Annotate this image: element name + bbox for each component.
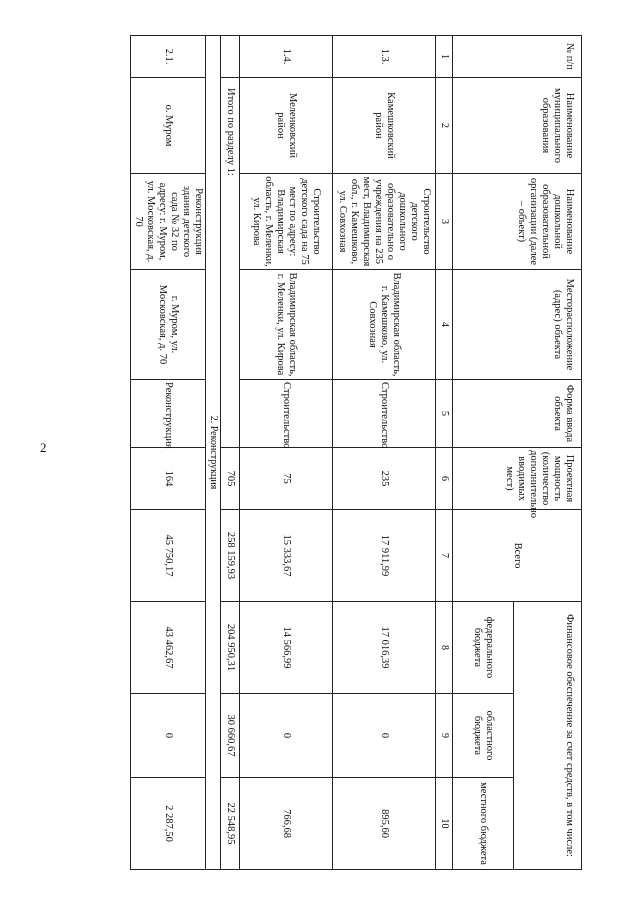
column-number-row bbox=[436, 36, 453, 870]
row-regional: 0 bbox=[333, 694, 436, 778]
row-municipality: Меленковский район bbox=[240, 78, 333, 174]
header-form: Форма ввода объекта bbox=[453, 380, 582, 448]
page-number: 2 bbox=[40, 440, 47, 455]
row-total: 15 333,67 bbox=[240, 510, 333, 602]
header-object: Наименование дошкольной образовательной организации (далее – объект) bbox=[453, 174, 582, 270]
row-object: Реконструкция здания детского сада № 32 по адресу: г. Муром, ул. Московская, д. 70 bbox=[130, 174, 205, 270]
row-regional: 0 bbox=[240, 694, 333, 778]
rotated-table-wrapper bbox=[132, 35, 582, 869]
total-label: Итого по разделу 1: bbox=[221, 78, 240, 448]
row-local: 2 287,50 bbox=[130, 778, 205, 870]
col-number: 8 bbox=[436, 602, 453, 694]
row-object: Строительство детского дошкольного образовательно о учреждения на 235 мест, Владимирская обл., г. Камешково, ул. Совхозная bbox=[333, 174, 436, 270]
table-row bbox=[130, 36, 205, 870]
col-number: 10 bbox=[436, 778, 453, 870]
row-form: Строительство bbox=[333, 380, 436, 448]
col-number: 9 bbox=[436, 694, 453, 778]
row-municipality: о. Муром bbox=[130, 78, 205, 174]
row-num: 1.3. bbox=[333, 36, 436, 78]
total-federal: 204 950,31 bbox=[221, 602, 240, 694]
header-regional: областного бюджета bbox=[453, 694, 514, 778]
header-address: Месторасположение (адрес) объекта bbox=[453, 270, 582, 380]
row-local: 895,60 bbox=[333, 778, 436, 870]
col-number: 3 bbox=[436, 174, 453, 270]
header-local: местного бюджета bbox=[453, 778, 514, 870]
row-federal: 17 016,39 bbox=[333, 602, 436, 694]
header-num: № п/п bbox=[453, 36, 582, 78]
col-number: 1 bbox=[436, 36, 453, 78]
header-federal: федерального бюджета bbox=[453, 602, 514, 694]
header-capacity: Проектная мощность (количество дополнительно вводимых мест) bbox=[453, 448, 582, 510]
total-sum: 258 159,93 bbox=[221, 510, 240, 602]
total-row bbox=[221, 36, 240, 870]
row-federal: 14 566,99 bbox=[240, 602, 333, 694]
row-capacity: 235 bbox=[333, 448, 436, 510]
header-financing-group: Финансовое обеспечение за счет средств, в том числе: bbox=[514, 602, 582, 870]
section-row bbox=[206, 36, 221, 870]
col-number: 5 bbox=[436, 380, 453, 448]
col-number: 7 bbox=[436, 510, 453, 602]
row-num: 2.1. bbox=[130, 36, 205, 78]
section-title: 2. Реконструкция bbox=[206, 36, 221, 870]
row-address: Владимирская область, г. Камешково, ул. Совхозная bbox=[333, 270, 436, 380]
row-address: г. Муром, ул. Московская, д. 70 bbox=[130, 270, 205, 380]
total-local: 22 548,95 bbox=[221, 778, 240, 870]
header-total: Всего bbox=[453, 510, 582, 602]
row-federal: 43 462,67 bbox=[130, 602, 205, 694]
row-address: Владимирская область, г. Меленки, ул. Кирова bbox=[240, 270, 333, 380]
col-number: 2 bbox=[436, 78, 453, 174]
table-row bbox=[333, 36, 436, 870]
row-total: 45 750,17 bbox=[130, 510, 205, 602]
row-total: 17 911,99 bbox=[333, 510, 436, 602]
col-number: 6 bbox=[436, 448, 453, 510]
row-capacity: 164 bbox=[130, 448, 205, 510]
funding-table bbox=[130, 35, 582, 870]
total-capacity: 705 bbox=[221, 448, 240, 510]
table-row bbox=[240, 36, 333, 870]
row-form: Реконструкция bbox=[130, 380, 205, 448]
header-municipality: Наименование муниципального образования bbox=[453, 78, 582, 174]
row-object: Строительство детского сада на 75 мест по адресу: Владимирская область, г. Меленки, ул. Кирова bbox=[240, 174, 333, 270]
row-num: 1.4. bbox=[240, 36, 333, 78]
row-regional: 0 bbox=[130, 694, 205, 778]
total-regional: 30 660,67 bbox=[221, 694, 240, 778]
col-number: 4 bbox=[436, 270, 453, 380]
row-capacity: 75 bbox=[240, 448, 333, 510]
header-row bbox=[514, 36, 582, 870]
total-spacer bbox=[221, 36, 240, 78]
row-local: 766,68 bbox=[240, 778, 333, 870]
row-form: Строительство bbox=[240, 380, 333, 448]
row-municipality: Камешковский район bbox=[333, 78, 436, 174]
